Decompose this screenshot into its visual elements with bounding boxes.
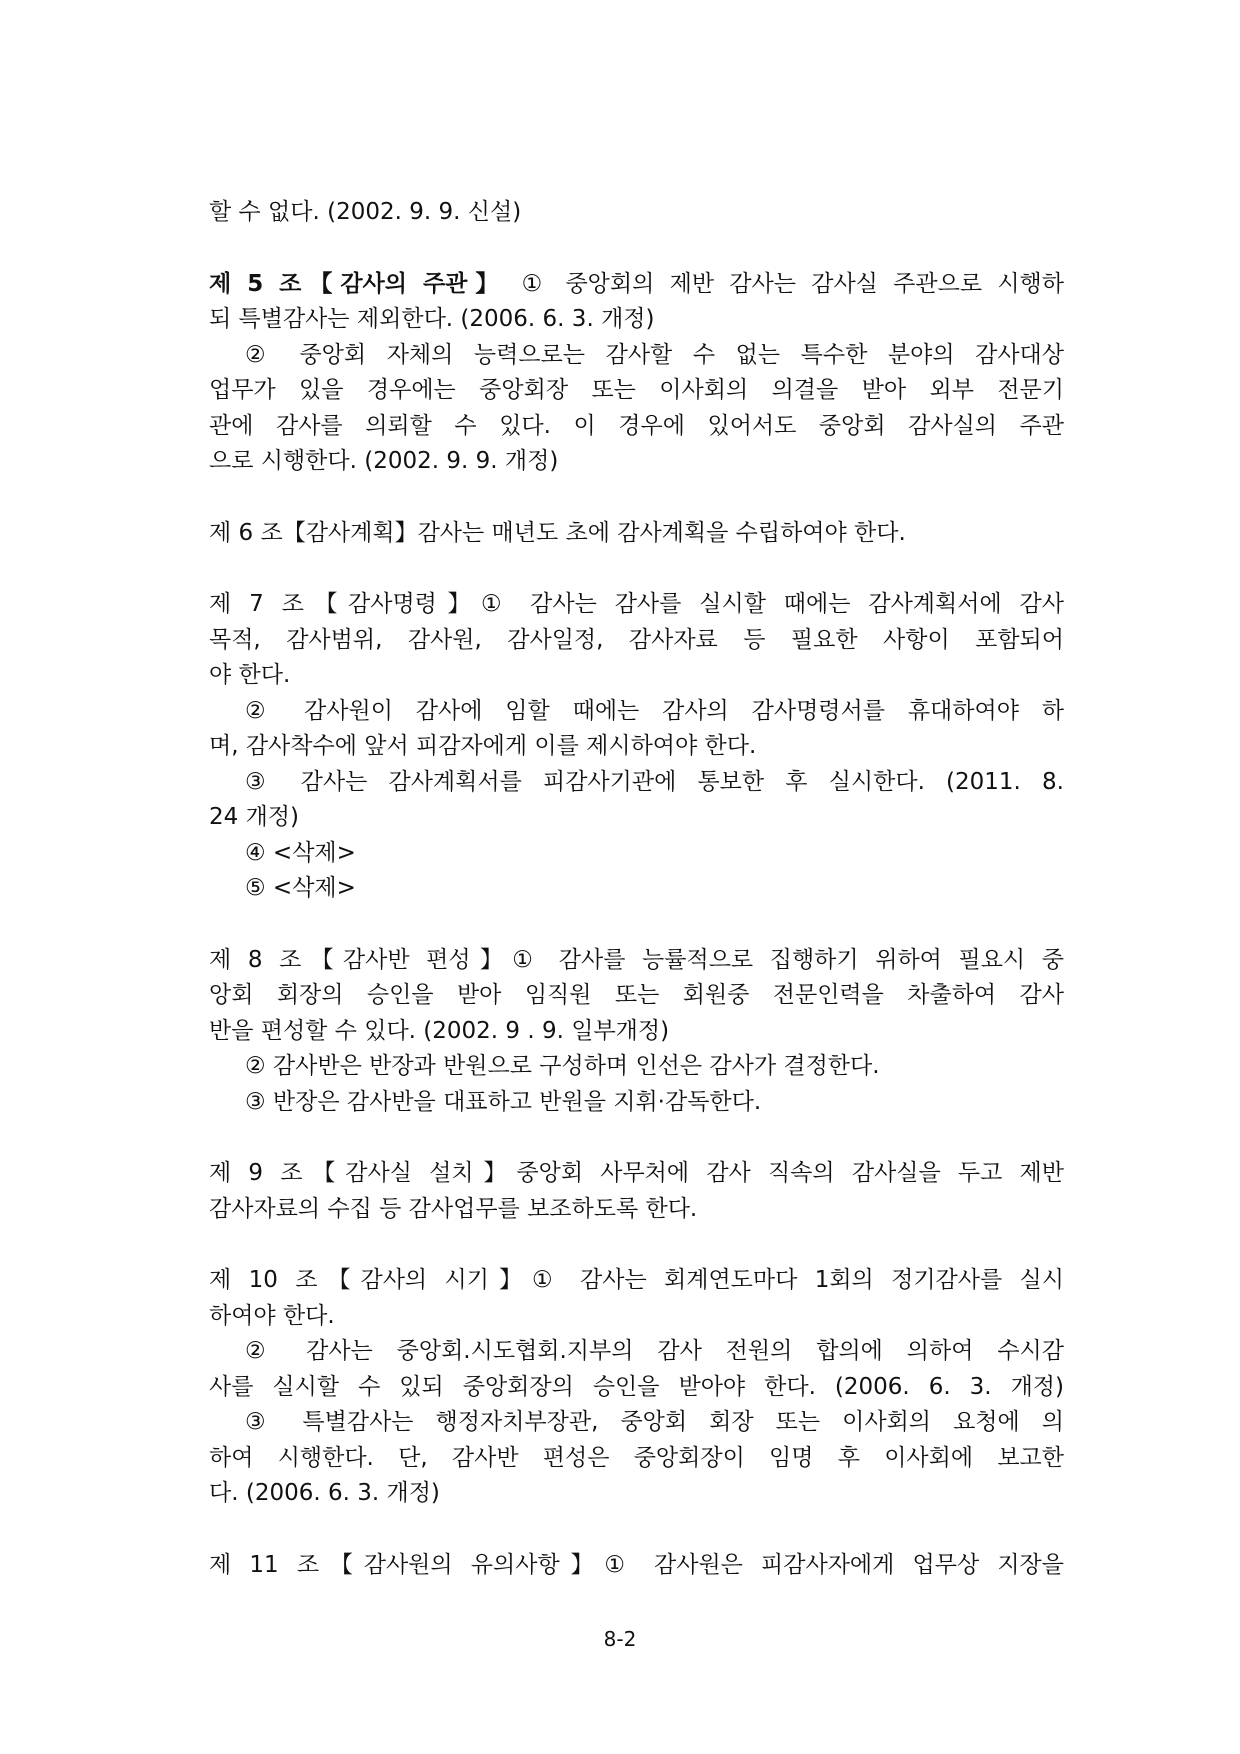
text-line: 반을 편성할 수 있다. (2002. 9 . 9. 일부개정)	[209, 1017, 670, 1044]
article-5-line-1-text: ① 중앙회의 제반 감사는 감사실 주관으로 시행하	[521, 270, 1064, 297]
article-10	[209, 1263, 1064, 1512]
text-line: 할 수 없다. (2002. 9. 9. 신설)	[209, 199, 522, 225]
text-line: 제 8 조【감사반 편성】① 감사를 능률적으로 집행하기 위하여 필요시 중	[209, 946, 1064, 973]
paragraph-gap	[209, 907, 1064, 943]
text-line: 제 11 조【감사원의 유의사항】① 감사원은 피감사자에게 업무상 지장을	[209, 1551, 1064, 1578]
text-line	[209, 267, 1064, 303]
paragraph-gap	[209, 480, 1064, 516]
text-line: 하여야 한다.	[209, 1302, 335, 1329]
text-line: ② 감사원이 감사에 임할 때에는 감사의 감사명령서를 휴대하여야 하	[245, 697, 1064, 724]
document-body	[209, 195, 1064, 1583]
paragraph-gap	[209, 1227, 1064, 1263]
text-line: 앙회 회장의 승인을 받아 임직원 또는 회원중 전문인력을 차출하여 감사	[209, 982, 1064, 1008]
text-line: 제 7 조【감사명령】① 감사는 감사를 실시할 때에는 감사계획서에 감사	[209, 591, 1064, 617]
paragraph-gap	[209, 551, 1064, 587]
text-line: 관에 감사를 의뢰할 수 있다. 이 경우에 있어서도 중앙회 감사실의 주관	[209, 412, 1064, 439]
paragraph-gap	[209, 1512, 1064, 1548]
paragraph-gap	[209, 231, 1064, 267]
text-line: 제 10 조【감사의 시기】① 감사는 회계연도마다 1회의 정기감사를 실시	[209, 1267, 1064, 1293]
article-5-heading: 제 5 조【감사의 주관】	[209, 270, 507, 297]
page-number: 8-2	[603, 1627, 637, 1651]
text-line: ③ 반장은 감사반을 대표하고 반원을 지휘·감독한다.	[245, 1088, 762, 1115]
text-line: ⑤ <삭제>	[245, 875, 356, 901]
article-5	[209, 267, 1064, 480]
article-9	[209, 1156, 1064, 1227]
article-6	[209, 516, 1064, 552]
article-7	[209, 587, 1064, 907]
text-line: 하여 시행한다. 단, 감사반 편성은 중앙회장이 임명 후 이사회에 보고한	[209, 1444, 1064, 1471]
text-line: 감사자료의 수집 등 감사업무를 보조하도록 한다.	[209, 1195, 698, 1222]
text-line: ② 감사반은 반장과 반원으로 구성하며 인선은 감사가 결정한다.	[245, 1053, 880, 1079]
text-line: ④ <삭제>	[245, 839, 356, 866]
text-line: 제 9 조【감사실 설치】중앙회 사무처에 감사 직속의 감사실을 두고 제반	[209, 1160, 1064, 1186]
text-line: 목적, 감사범위, 감사원, 감사일정, 감사자료 등 필요한 사항이 포함되어	[209, 626, 1064, 653]
text-line: ③ 특별감사는 행정자치부장관, 중앙회 회장 또는 이사회의 요청에 의	[245, 1409, 1064, 1435]
text-line: ② 감사는 중앙회.시도협회.지부의 감사 전원의 합의에 의하여 수시감	[245, 1338, 1064, 1364]
text-line: 야 한다.	[209, 662, 291, 688]
paragraph-gap	[209, 1120, 1064, 1156]
text-line: ② 중앙회 자체의 능력으로는 감사할 수 없는 특수한 분야의 감사대상	[245, 341, 1064, 368]
article-8	[209, 943, 1064, 1121]
article-11	[209, 1548, 1064, 1584]
text-line: ③ 감사는 감사계획서를 피감사기관에 통보한 후 실시한다. (2011. 8.	[245, 768, 1064, 795]
text-line: 사를 실시할 수 있되 중앙회장의 승인을 받아야 한다. (2006. 6. 3. 개정)	[209, 1373, 1064, 1400]
text-line: 업무가 있을 경우에는 중앙회장 또는 이사회의 의결을 받아 외부 전문기	[209, 377, 1064, 403]
text-line: 되 특별감사는 제외한다. (2006. 6. 3. 개정)	[209, 306, 655, 332]
text-line: 으로 시행한다. (2002. 9. 9. 개정)	[209, 448, 559, 474]
text-line: 24 개정)	[209, 804, 299, 830]
text-line: 며, 감사착수에 앞서 피감자에게 이를 제시하여야 한다.	[209, 733, 757, 759]
text-line: 다. (2006. 6. 3. 개정)	[209, 1480, 440, 1506]
text-line: 제 6 조【감사계획】감사는 매년도 초에 감사계획을 수립하여야 한다.	[209, 519, 906, 546]
paragraph-continuation	[209, 195, 1064, 231]
